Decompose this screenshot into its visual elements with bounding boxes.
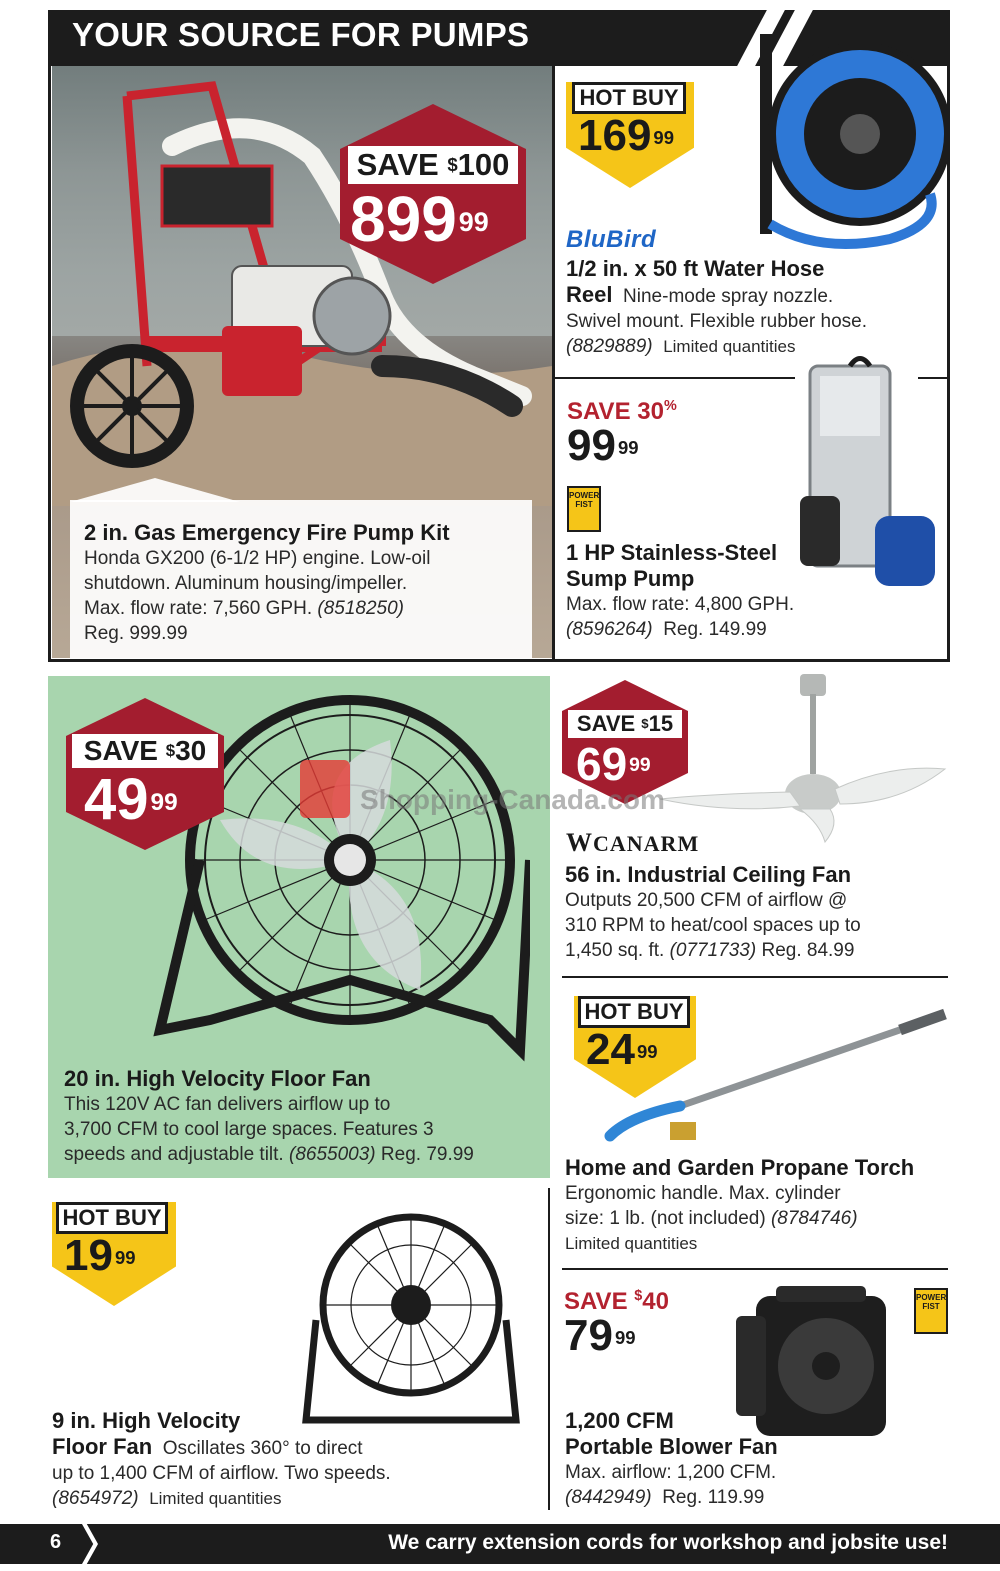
fire-pump-regular-price: Reg. 999.99 <box>84 623 188 644</box>
ceiling-fan-title: 56 in. Industrial Ceiling Fan <box>565 862 852 887</box>
ceiling-fan-price: 69 $^{99}$ <box>576 738 651 790</box>
vertical-divider <box>548 1188 550 1510</box>
floor-fan-20-desc-line: This 120V AC fan delivers airflow up to <box>64 1094 391 1115</box>
blower-fan-desc-line: Max. airflow: 1,200 CFM. <box>565 1462 777 1483</box>
watermark-text: Shopping-Canada.com <box>360 784 665 815</box>
hose-reel-title: 1/2 in. x 50 ft Water Hose <box>566 256 825 281</box>
blower-fan-title: 1,200 CFM <box>565 1408 674 1433</box>
section-title: YOUR SOURCE FOR PUMPS <box>72 16 530 53</box>
propane-torch-price: 24 $^{99}$ <box>586 1025 658 1074</box>
propane-torch-desc-line: size: 1 lb. (not included) (8784746) <box>565 1208 858 1229</box>
maple-leaf-icon <box>300 760 350 818</box>
floor-fan-9-title: 9 in. High Velocity <box>52 1408 241 1433</box>
floor-fan-20-price: $49^{99}$ <box>84 767 178 832</box>
powerfist-logo: POWER FIST <box>567 486 601 532</box>
blower-fan-text <box>565 1408 945 1510</box>
sump-pump-desc-line: Max. flow rate: 4,800 GPH. <box>566 594 795 615</box>
floor-fan-9-desc-line: up to 1,400 CFM of airflow. Two speeds. <box>52 1463 391 1484</box>
page-number: 6 <box>50 1531 62 1553</box>
hose-reel-price: 169 $^{99}$ <box>578 111 674 160</box>
propane-torch-desc-line: Ergonomic handle. Max. cylinder <box>565 1183 841 1204</box>
fire-pump-title: 2 in. Gas Emergency Fire Pump Kit <box>84 520 450 545</box>
sump-pump-desc-line: (8596264) Reg. 149.99 <box>566 619 767 640</box>
ceiling-fan-save-label: SAVE $15 <box>568 710 682 738</box>
blubird-logo: BluBird <box>566 226 657 253</box>
blower-fan-desc-line: (8442949) Reg. 119.99 <box>565 1487 765 1508</box>
fire-pump-price: $899^{99}$ <box>350 183 489 255</box>
hose-reel-illustration <box>740 24 950 254</box>
canarm-logo: WCANARM <box>566 828 700 857</box>
propane-torch-title: Home and Garden Propane Torch <box>565 1155 915 1180</box>
sump-pump-text <box>566 540 866 642</box>
hose-reel-desc-line: Reel Nine-mode spray nozzle. <box>566 282 834 307</box>
blower-fan-price: 79 $^{99}$ <box>564 1311 636 1360</box>
floor-fan-20-desc-line: speeds and adjustable tilt. (8655003) Reg. 79.99 <box>64 1144 474 1165</box>
fire-pump-desc-line: Max. flow rate: 7,560 GPH. (8518250) <box>84 598 404 619</box>
fire-pump-desc-line: Honda GX200 (6-1/2 HP) engine. Low-oil <box>84 548 431 569</box>
horizontal-divider <box>562 976 948 978</box>
fire-pump-text <box>84 520 524 646</box>
ceiling-fan-text <box>565 862 945 963</box>
ceiling-fan-desc-line: Outputs 20,500 CFM of airflow @ <box>565 890 848 911</box>
footer-message: We carry extension cords for workshop and jobsite use! <box>388 1531 948 1554</box>
propane-torch-illustration <box>600 1006 950 1156</box>
hose-reel-desc-line: Swivel mount. Flexible rubber hose. <box>566 311 867 332</box>
hose-reel-hot-buy-label: HOT BUY <box>572 82 686 114</box>
sump-pump-save-label: SAVE 30% <box>567 398 677 425</box>
floor-fan-20-title: 20 in. High Velocity Floor Fan <box>64 1066 371 1091</box>
blower-fan-save-label: SAVE $40 <box>564 1288 669 1315</box>
ceiling-fan-illustration <box>650 674 950 844</box>
floor-fan-9-desc-line: (8654972) Limited quantities <box>52 1488 282 1509</box>
floor-fan-9-illustration <box>296 1210 526 1430</box>
ceiling-fan-desc-line: 1,450 sq. ft. (0771733) Reg. 84.99 <box>565 940 855 961</box>
propane-torch-note: Limited quantities <box>565 1234 698 1253</box>
sump-pump-title: Sump Pump <box>566 566 695 591</box>
blower-fan-title: Portable Blower Fan <box>565 1434 778 1459</box>
fire-pump-sku: (8518250) <box>317 598 404 619</box>
floor-fan-20-save-label: SAVE $30 <box>72 734 218 768</box>
horizontal-divider <box>555 377 795 379</box>
ceiling-fan-desc-line: 310 RPM to heat/cool spaces up to <box>565 915 861 936</box>
propane-torch-hot-buy-label: HOT BUY <box>578 996 690 1028</box>
floor-fan-9-price: 19 $^{99}$ <box>64 1231 136 1280</box>
sump-pump-price: 99 $^{99}$ <box>567 421 639 470</box>
hose-reel-text <box>566 256 936 359</box>
floor-fan-20-desc-line: 3,700 CFM to cool large spaces. Features 3 <box>64 1119 434 1140</box>
vertical-divider <box>552 66 555 662</box>
fire-pump-save-label: SAVE $100 <box>348 146 518 184</box>
card-notch <box>70 478 240 502</box>
floor-fan-9-desc-line: Floor Fan Oscillates 360° to direct <box>52 1434 363 1459</box>
floor-fan-20-text <box>64 1066 544 1167</box>
powerfist-logo: POWER FIST <box>914 1288 948 1334</box>
sump-pump-title: 1 HP Stainless-Steel <box>566 540 778 565</box>
hose-reel-desc-line: (8829889) Limited quantities <box>566 336 796 357</box>
fire-pump-desc-line: shutdown. Aluminum housing/impeller. <box>84 573 408 594</box>
floor-fan-9-hot-buy-label: HOT BUY <box>56 1202 168 1234</box>
propane-torch-text <box>565 1155 945 1256</box>
horizontal-divider <box>562 1268 948 1270</box>
floor-fan-9-text <box>52 1408 532 1511</box>
